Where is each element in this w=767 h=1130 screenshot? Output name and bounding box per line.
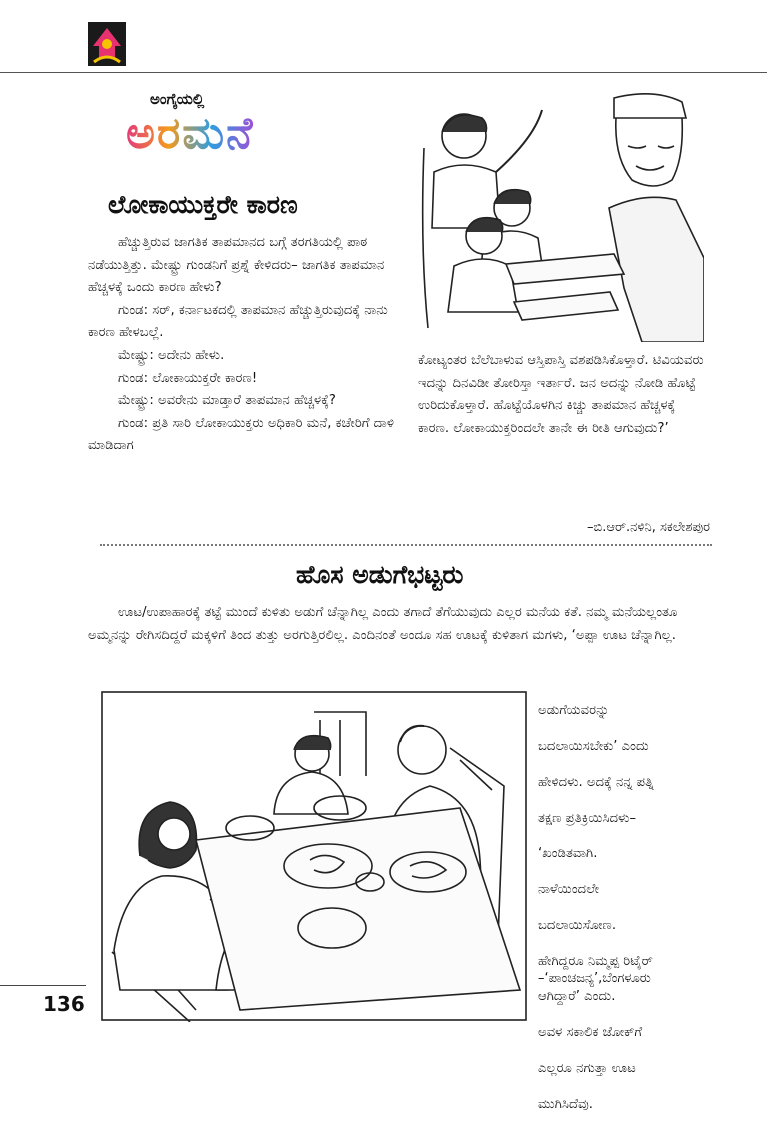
article2-line: ತಕ್ಷಣ ಪ್ರತಿಕ್ರಿಯಿಸಿದಳು– (538, 810, 637, 826)
magazine-logo-icon (88, 22, 126, 66)
article2-side-column (538, 687, 713, 1130)
article1-continuation-text: ಕೋಟ್ಯಂತರ ಬೆಲೆಬಾಳುವ ಆಸ್ತಿಪಾಸ್ತಿ ವಶಪಡಿಸಿಕೊಳ್ತಾರೆ. ಟಿವಿಯವರು ಇದನ್ನು ದಿನವಿಡೀ ತೋರಿಸ್ತಾ ಇರ್ತಾರೆ. ಜನ ಅದನ್ನು ನೋಡಿ ಹೊಟ್ಟೆ ಉರಿದುಕೊಳ್ತಾರೆ. ಹೊಟ್ಟೆಯೊಳಗಿನ ಕಿಚ್ಚು ತಾಪಮಾನ ಹೆಚ್ಚಳಕ್ಕೆ ಕಾರಣ. ಲೋಕಾಯುಕ್ತರಿಂದಲೇ ತಾನೇ ಈ ರೀತಿ ಆಗುವುದು?’ (418, 353, 704, 436)
article2-line: ‘ಖಂಡಿತವಾಗಿ. (538, 846, 598, 862)
article2-line: ಅಡುಗೆಯವರನ್ನು (538, 703, 610, 719)
article1-signature: –ಬಿ.ಆರ್.ನಳಿನಿ, ಸಕಲೇಶಪುರ (587, 520, 710, 535)
brand-title: ಅರಮನೆ (126, 108, 255, 159)
header-rule (0, 72, 767, 73)
article2-intro-text: ಊಟ/ಉಪಾಹಾರಕ್ಕೆ ತಟ್ಟೆ ಮುಂದೆ ಕುಳಿತು ಅಡುಗೆ ಚೆನ್ನಾಗಿಲ್ಲ ಎಂದು ತಗಾದೆ ತೆಗೆಯುವುದು ಎಲ್ಲರ ಮನೆಯ ಕತೆ. ನಮ್ಮ ಮನೆಯಲ್ಲಂತೂ ಅಮ್ಮನನ್ನು ರೇಗಿಸದಿದ್ದರೆ ಮಕ್ಕಳಿಗೆ ತಿಂದ ತುತ್ತು ಅರಗುತ್ತಿರಲಿಲ್ಲ. ಎಂದಿನಂತೆ ಅಂದೂ ಸಹ ಊಟಕ್ಕೆ ಕುಳಿತಾಗ ಮಗಳು, ‘ಅಪ್ಪಾ ಊಟ ಚೆನ್ನಾಗಿಲ್ಲ. (88, 605, 678, 643)
article2-title: ಹೊಸ ಅಡುಗೆಭಟ್ಟರು (296, 560, 464, 589)
page-number: 136 (43, 992, 85, 1016)
article1-title: ಲೋಕಾಯುಕ್ತರೇ ಕಾರಣ (108, 190, 298, 219)
article2-signature: –‘ಪಾಂಚಜನ್ಯ’,ಬೆಂಗಳೂರು (538, 971, 651, 986)
article1-paragraph: ಗುಂಡ: ಪ್ರತಿ ಸಾರಿ ಲೋಕಾಯುಕ್ತರು ಅಧಿಕಾರಿ ಮನೆ, ಕಚೇರಿಗೆ ದಾಳಿ ಮಾಡಿದಾಗ (88, 415, 395, 454)
family-dinner-illustration (100, 690, 528, 1022)
article1-paragraph: ಗುಂಡ: ಲೋಕಾಯುಕ್ತರೇ ಕಾರಣ! (118, 370, 258, 386)
article1-body (88, 232, 406, 458)
section-brand (126, 88, 326, 170)
classroom-illustration (414, 88, 704, 342)
article1-paragraph: ಮೇಷ್ಟ್ರು: ಅದೇನು ಹೇಳು. (118, 347, 225, 363)
page-number-rule (0, 985, 86, 986)
article2-line: ಬದಲಾಯಿಸೋಣ. (538, 917, 617, 933)
article2-line: ಅವಳ ಸಕಾಲಿಕ ಜೋಕ್‌ಗೆ (538, 1025, 643, 1041)
article2-line: ಹೇಗಿದ್ದರೂ ನಿಮ್ಮಪ್ಪ ರಿಟೈರ್ (538, 953, 653, 969)
article2-line: ಆಗಿದ್ದಾರೆ’ ಎಂದು. (538, 989, 616, 1005)
article1-paragraph: ಮೇಷ್ಟ್ರು: ಅವರೇನು ಮಾಡ್ತಾರೆ ತಾಪಮಾನ ಹೆಚ್ಚಳಕ್ಕೆ? (118, 393, 336, 409)
article2-line: ಎಲ್ಲರೂ ನಗುತ್ತಾ ಊಟ (538, 1061, 636, 1076)
section-divider (100, 544, 712, 546)
article1-paragraph: ಹೆಚ್ಚುತ್ತಿರುವ ಜಾಗತಿಕ ತಾಪಮಾನದ ಬಗ್ಗೆ ತರಗತಿಯಲ್ಲಿ ಪಾಠ ನಡೆಯುತ್ತಿತ್ತು. ಮೇಷ್ಟ್ರು ಗುಂಡನಿಗೆ ಪ್ರಶ್ನೆ ಕೇಳಿದರು– ಜಾಗತಿಕ ತಾಪಮಾನ ಹೆಚ್ಚಳಕ್ಕೆ ಒಂದು ಕಾರಣ ಹೇಳು? (88, 235, 385, 296)
article1-continuation (418, 350, 710, 440)
article2-line: ಬದಲಾಯಿಸಬೇಕು’ ಎಂದು (538, 738, 649, 754)
article2-line: ಹೇಳಿದಳು. ಅದಕ್ಕೆ ನನ್ನ ಪತ್ನಿ (538, 774, 654, 790)
article2-line: ಮುಗಿಸಿದೆವು. (538, 1096, 593, 1112)
brand-subtitle: ಅಂಗೈಯಲ್ಲಿ (150, 90, 205, 108)
article1-paragraph: ಗುಂಡ: ಸರ್, ಕರ್ನಾಟಕದಲ್ಲಿ ತಾಪಮಾನ ಹೆಚ್ಚುತ್ತಿರುವುದಕ್ಕೆ ನಾನು ಕಾರಣ ಹೇಳಬಲ್ಲೆ. (88, 302, 388, 341)
article2-line: ನಾಳೆಯಿಂದಲೇ (538, 882, 600, 898)
article2-intro (88, 602, 712, 647)
